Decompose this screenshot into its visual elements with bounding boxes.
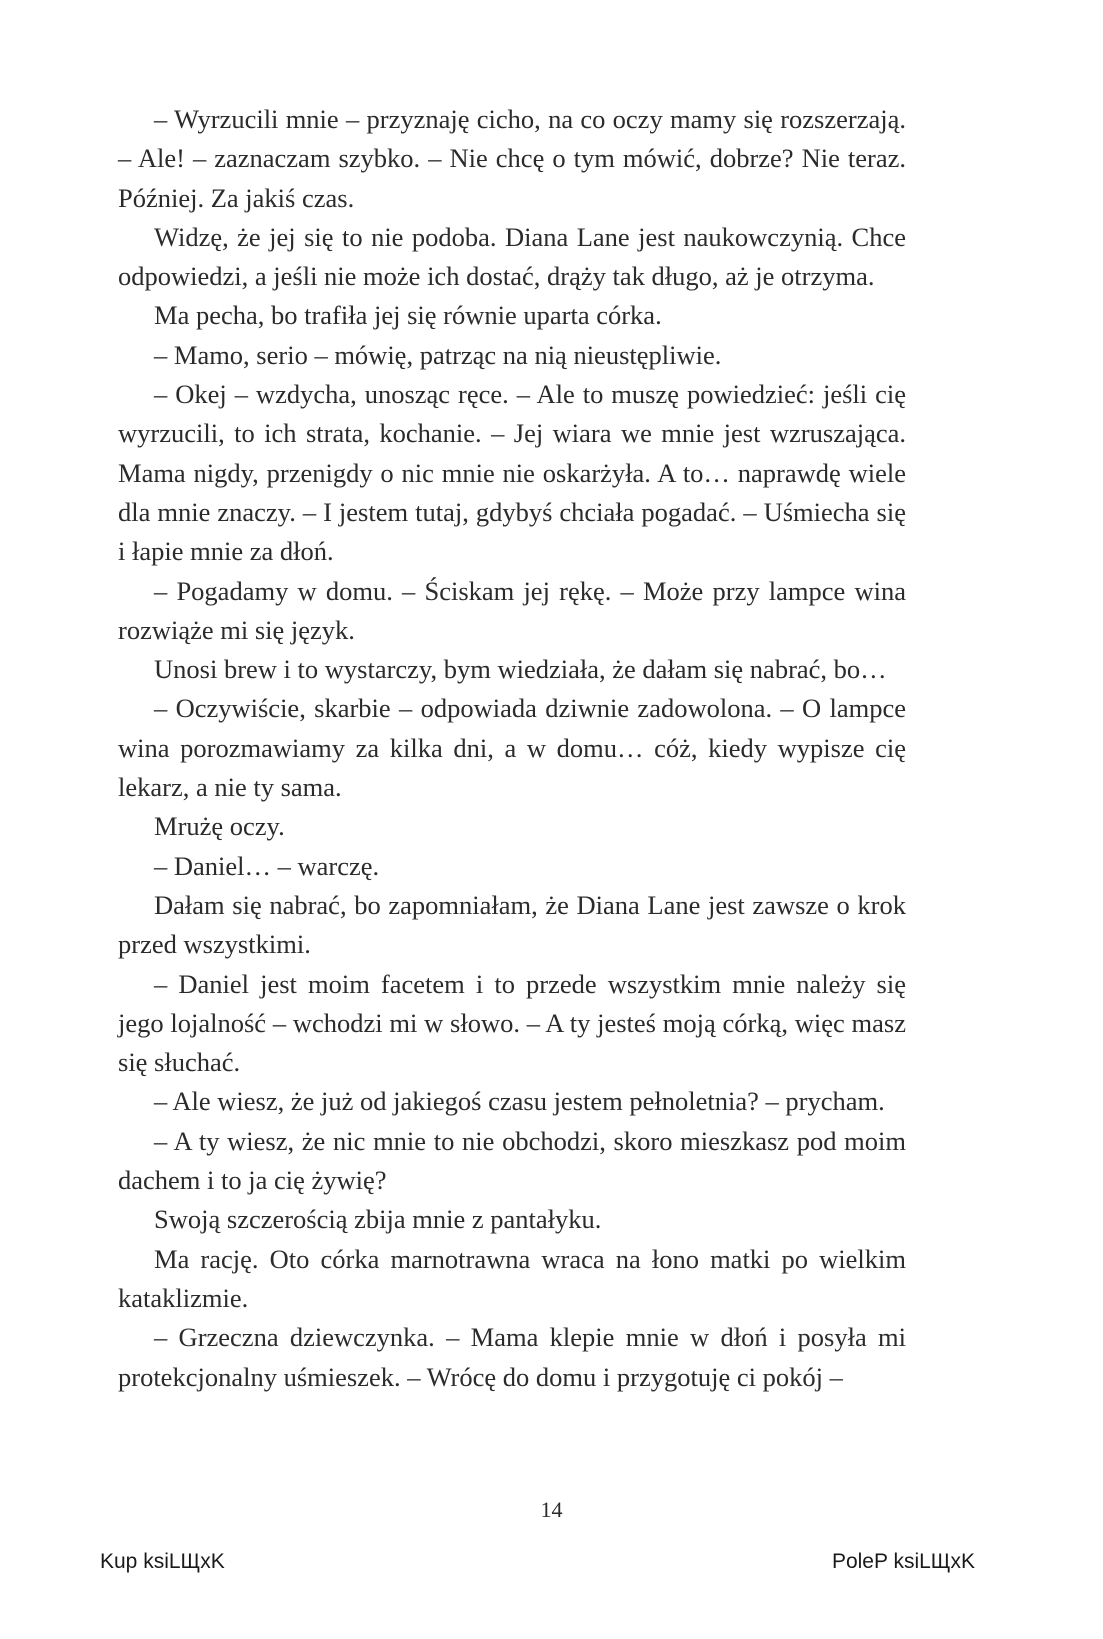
paragraph: Swoją szczerością zbija mnie z pantałyku. — [154, 1204, 602, 1235]
buy-book-link[interactable]: Kup ksiLЩxK — [100, 1550, 225, 1573]
paragraph: – A ty wiesz, że nic mnie to nie obchodzi, skoro mieszkasz pod moim dachem i to ja cię żywię? — [118, 1125, 906, 1196]
paragraph: – Daniel… – warczę. — [154, 850, 380, 881]
paragraph: Widzę, że jej się to nie podoba. Diana Lane jest naukowczynią. Chce odpowiedzi, a jeśli nie może ich dostać, drąży tak długo, aż je otrzyma. — [118, 221, 906, 292]
paragraph: – Wyrzucili mnie – przyznaję cicho, na co oczy mamy się rozszerzają. – Ale! – zaznaczam szybko. – Nie chcę o tym mówić, dobrze? Nie teraz. Później. Za jakiś czas. — [118, 104, 906, 213]
paragraph: Ma pecha, bo trafiła jej się równie uparta córka. — [154, 300, 662, 331]
page-body — [118, 100, 906, 1397]
paragraph: – Daniel jest moim facetem i to przede wszystkim mnie należy się jego lojalność – wchodzi mi w słowo. – A ty jesteś moją córką, więc masz się słuchać. — [118, 968, 906, 1078]
paragraph: Unosi brew i to wystarczy, bym wiedziała, że dałam się nabrać, bo… — [154, 654, 887, 685]
page-number: 14 — [540, 1497, 563, 1522]
paragraph: – Grzeczna dziewczynka. – Mama klepie mnie w dłoń i posyła mi protekcjonalny uśmieszek. – Wrócę do domu i przygotuję ci pokój – — [118, 1322, 906, 1392]
paragraph: Ma rację. Oto córka marnotrawna wraca na łono matki po wielkim kataklizmie. — [118, 1243, 906, 1313]
paragraph: – Ale wiesz, że już od jakiegoś czasu jestem pełnoletnia? – prycham. — [154, 1086, 885, 1117]
paragraph: – Okej – wzdycha, unosząc ręce. – Ale to muszę powiedzieć: jeśli cię wyrzucili, to ich strata, kochanie. – Jej wiara we mnie jest wzruszająca. Mama nigdy, przenigdy o nic mnie nie oskarżyła. A to… naprawdę wiele dla mnie znaczy. – I jestem tutaj, gdybyś chciała pogadać. – Uśmiecha się i łapie mnie za dłoń. — [118, 379, 906, 567]
paragraph: Dałam się nabrać, bo zapomniałam, że Diana Lane jest zawsze o krok przed wszystkimi. — [118, 889, 906, 960]
paragraph: – Pogadamy w domu. – Ściskam jej rękę. – Może przy lampce wina rozwiąże mi się język. — [118, 575, 906, 645]
recommend-book-link[interactable]: PoleP ksiLЩxK — [831, 1550, 975, 1573]
paragraph: – Mamo, serio – mówię, patrząc na nią nieustępliwie. — [154, 339, 722, 370]
paragraph: – Oczywiście, skarbie – odpowiada dziwnie zadowolona. – O lampce wina porozmawiamy za kilka dni, a w domu… cóż, kiedy wypisze cię lekarz, a nie ty sama. — [118, 693, 906, 803]
paragraph: Mrużę oczy. — [154, 811, 285, 842]
